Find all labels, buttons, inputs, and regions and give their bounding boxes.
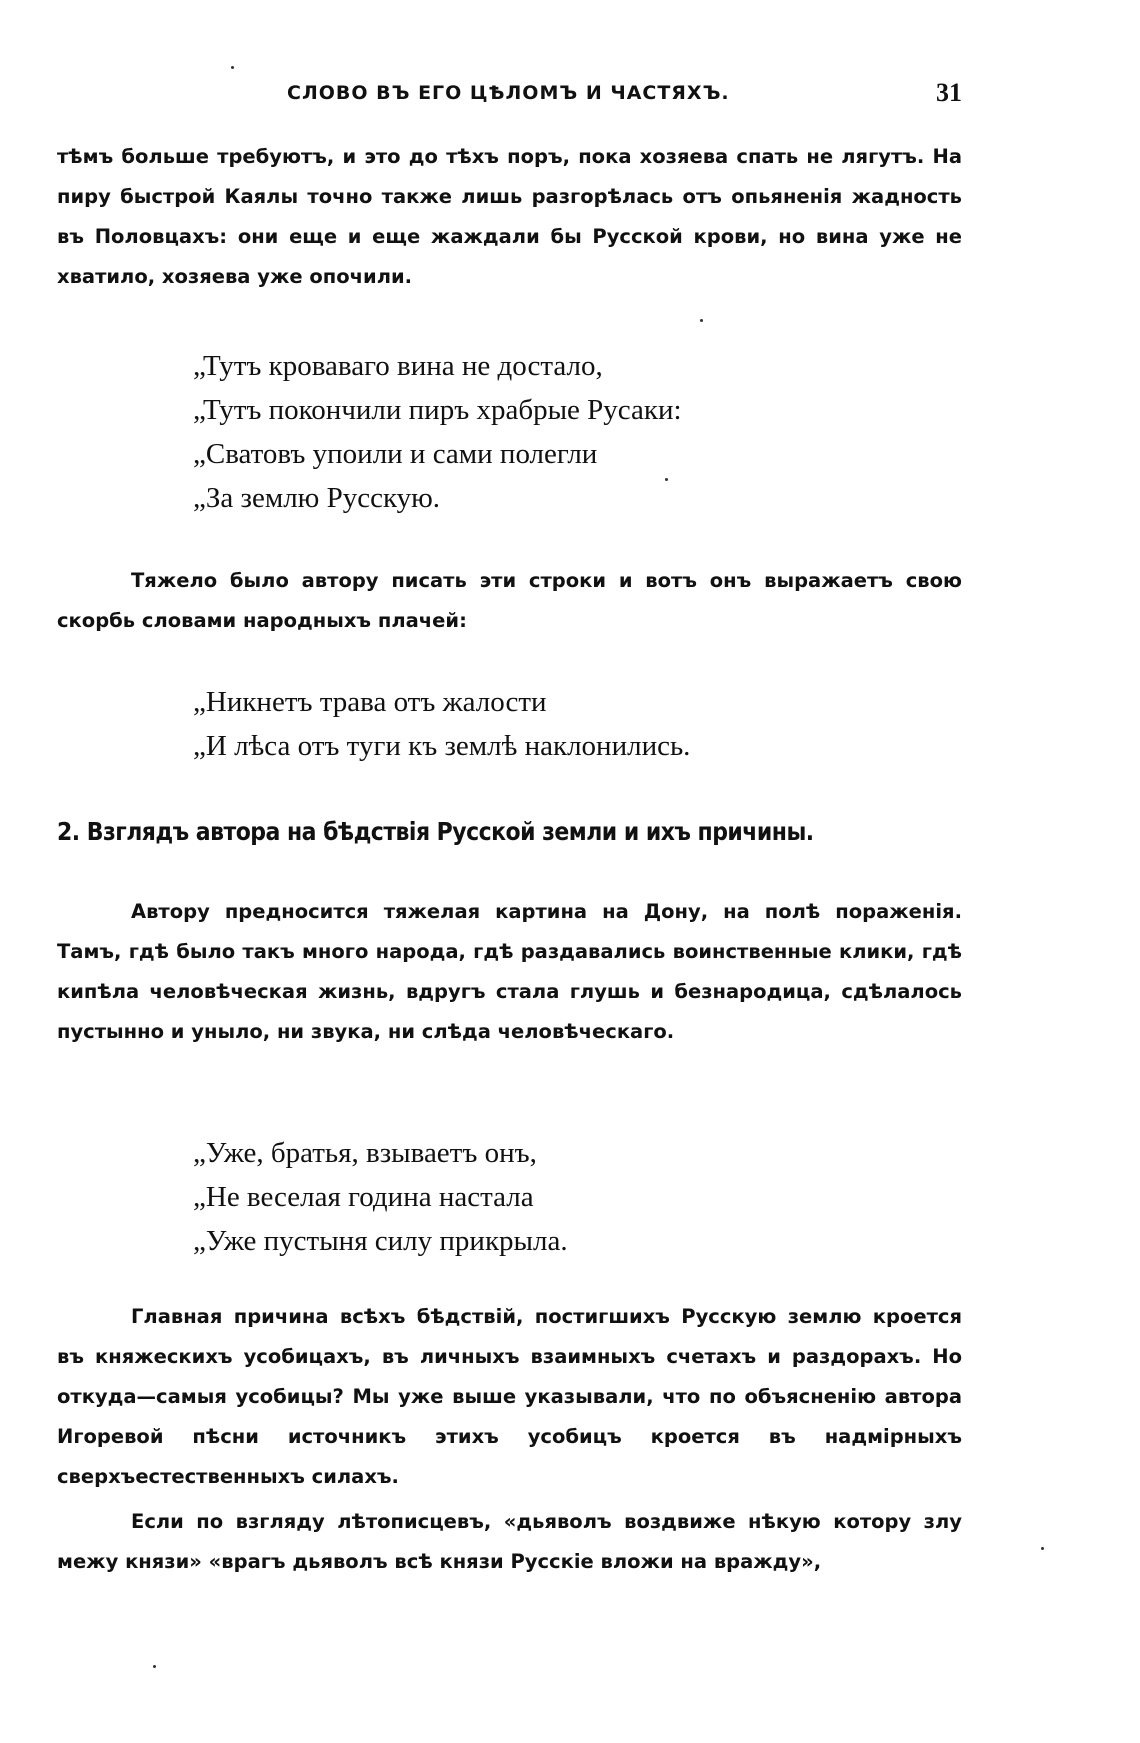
- paragraph-5: Если по взгляду лѣтописцевъ, «дьяволъ воздвиже нѣкую котору злу межу князи» «врагъ дьяволъ всѣ князи Русскіе вложи на вражду»,: [57, 1510, 962, 1573]
- page-header: [57, 78, 962, 118]
- print-speck: [153, 1665, 156, 1668]
- print-speck: [665, 478, 668, 481]
- verse-line: „Не веселая година настала: [193, 1181, 534, 1213]
- paragraph-4: Главная причина всѣхъ бѣдствій, постигшихъ Русскую землю кроется въ княжескихъ усобицахъ, въ личныхъ взаимныхъ счетахъ и раздорахъ. Но откуда—самыя усобицы? Мы уже выше указывали, что по объясненію автора Игоревой пѣсни источникъ этихъ усобицъ кроется въ надмірныхъ сверхъестественныхъ силахъ.: [57, 1305, 962, 1488]
- verse-line: „За землю Русскую.: [193, 482, 441, 514]
- verse-block-1: [193, 344, 682, 520]
- print-speck: [1041, 1547, 1044, 1550]
- paragraph-2: Тяжело было автору писать эти строки и вотъ онъ выражаетъ свою скорбь словами народныхъ плачей:: [57, 569, 962, 632]
- verse-line: „Уже пустыня силу прикрыла.: [193, 1225, 568, 1257]
- verse-block-2: [193, 680, 690, 768]
- verse-line: „Тутъ покончили пиръ храбрые Русаки:: [193, 394, 682, 426]
- page-number: 31: [936, 78, 962, 107]
- verse-line: „И лѣса отъ туги къ землѣ наклонились.: [193, 730, 691, 762]
- running-title: СЛОВО ВЪ ЕГО ЦѢЛОМЪ И ЧАСТЯХЪ.: [287, 82, 730, 104]
- print-speck: [231, 66, 234, 69]
- print-speck: [700, 319, 703, 322]
- verse-block-3: [193, 1131, 568, 1263]
- verse-line: „Сватовъ упоили и сами полегли: [193, 438, 598, 470]
- verse-line: „Уже, братья, взываетъ онъ,: [193, 1137, 537, 1169]
- verse-line: „Никнетъ трава отъ жалости: [193, 686, 547, 718]
- paragraph-3: Автору предносится тяжелая картина на Дону, на полѣ пораженія. Тамъ, гдѣ было такъ много народа, гдѣ раздавались воинственные клики, гдѣ кипѣла человѣческая жизнь, вдругъ стала глушь и безнародица, сдѣлалось пустынно и уныло, ни звука, ни слѣда человѣческаго.: [57, 900, 962, 1043]
- paragraph-1: тѣмъ больше требуютъ, и это до тѣхъ поръ, пока хозяева спать не лягутъ. На пиру быстрой Каялы точно также лишь разгорѣлась отъ опьяненія жадность въ Половцахъ: они еще и еще жаждали бы Русской крови, но вина уже не хватило, хозяева уже опочили.: [57, 145, 962, 288]
- section-heading: 2. Взглядъ автора на бѣдствія Русской земли и ихъ причины.: [57, 817, 814, 846]
- verse-line: „Тутъ кроваваго вина не достало,: [193, 350, 603, 382]
